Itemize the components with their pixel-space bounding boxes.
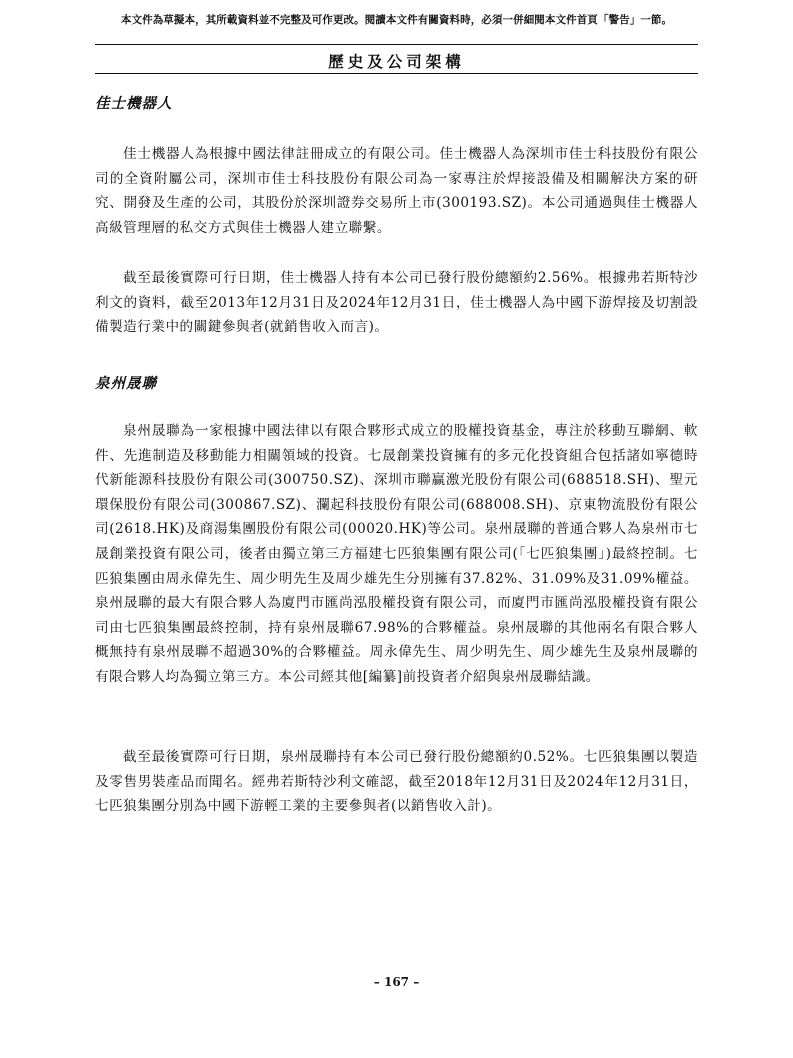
paragraph-quanzhou-shenglian-shareholding: 截至最後實際可行日期，泉州晟聯持有本公司已發行股份總額約0.52%。七匹狼集團以製造及零售男裝產品而聞名。經弗若斯特沙利文確認，截至2018年12月31日及2024年12月31日，七匹狼集團分別為中國下游輕工業的主要參與者(以銷售收入計)。 bbox=[95, 749, 698, 815]
section-heading-quanzhou-shenglian: 泉州晟聯 bbox=[95, 375, 157, 392]
paragraph-jasic-robot-shareholding: 截至最後實際可行日期，佳士機器人持有本公司已發行股份總額約2.56%。根據弗若斯特沙利文的資料，截至2013年12月31日及2024年12月31日，佳士機器人為中國下游焊接及切割設備製造行業中的關鍵參與者(就銷售收入而言)。 bbox=[95, 270, 698, 336]
section-heading-jasic-robot: 佳士機器人 bbox=[95, 95, 173, 112]
paragraph-jasic-robot-intro: 佳士機器人為根據中國法律註冊成立的有限公司。佳士機器人為深圳市佳士科技股份有限公司的全資附屬公司，深圳市佳士科技股份有限公司為一家專注於焊接設備及相關解決方案的研究、開發及生產的公司，其股份於深圳證券交易所上市(300193.SZ)。本公司通過與佳士機器人高級管理層的私交方式與佳士機器人建立聯繫。 bbox=[95, 146, 698, 236]
draft-disclaimer: 本文件為草擬本，其所載資料並不完整及可作更改。閱讀本文件有關資料時，必須一併細閱本文件首頁「警告」一節。 bbox=[120, 14, 673, 26]
page-number: – 167 – bbox=[373, 975, 420, 989]
page-title: 歷史及公司架構 bbox=[328, 52, 465, 71]
header-rule-bottom bbox=[95, 73, 698, 74]
header-rule-top bbox=[95, 44, 698, 45]
paragraph-quanzhou-shenglian-intro: 泉州晟聯為一家根據中國法律以有限合夥形式成立的股權投資基金，專注於移動互聯網、軟件、先進制造及移動能力相關領域的投資。七晟創業投資擁有的多元化投資組合包括諸如寧德時代新能源科技股份有限公司(300750.SZ)、深圳市聯贏激光股份有限公司(688518.SH)、聖元環保股份有限公司(300867.SZ)、瀾起科技股份有限公司(688008.SH)、京東物流股份有限公司(2618.HK)及商湯集團股份有限公司(00020.HK)等公司。泉州晟聯的普通合夥人為泉州市七晟創業投資有限公司，後者由獨立第三方福建七匹狼集團有限公司(「七匹狼集團」)最終控制。七匹狼集團由周永偉先生、周少明先生及周少雄先生分別擁有37.82%、31.09%及31.09%權益。泉州晟聯的最大有限合夥人為廈門市匯尚泓股權投資有限公司，而廈門市匯尚泓股權投資有限公司由七匹狼集團最終控制，持有泉州晟聯67.98%的合夥權益。泉州晟聯的其他兩名有限合夥人概無持有泉州晟聯不超過30%的合夥權益。周永偉先生、周少明先生、周少雄先生及泉州晟聯的有限合夥人均為獨立第三方。本公司經其他[編纂]前投資者介紹與泉州晟聯結識。 bbox=[95, 423, 698, 685]
